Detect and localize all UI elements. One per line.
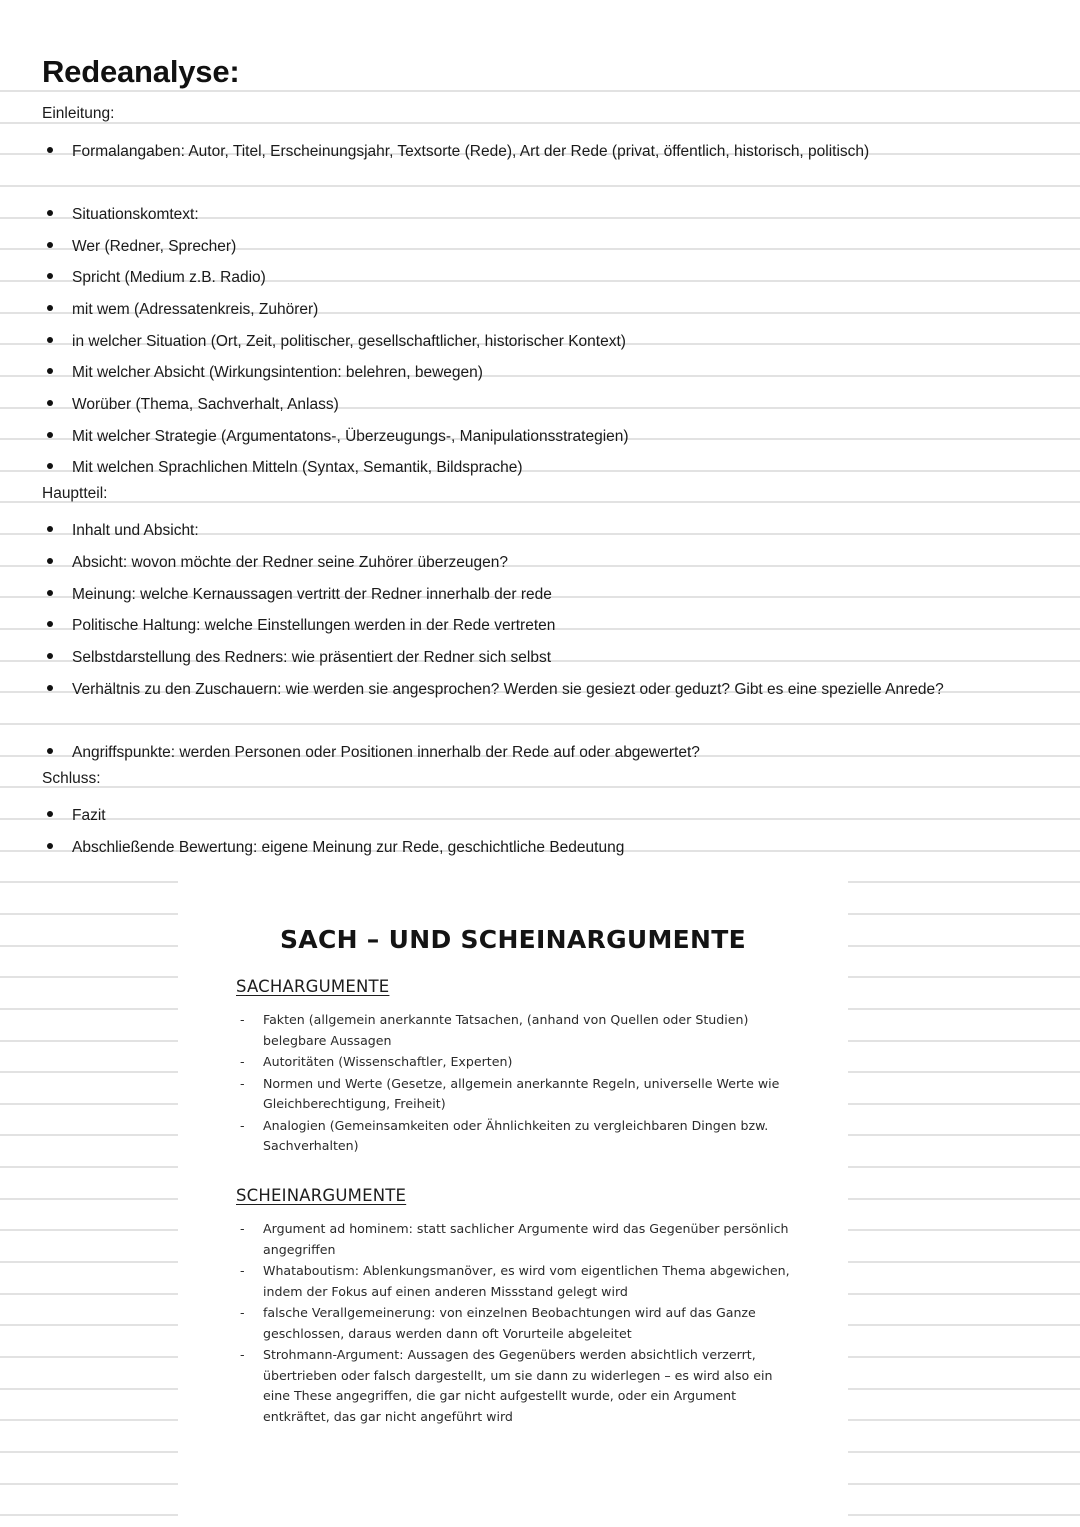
note-bullet-item [42,579,1052,611]
bullet-dot-icon [47,337,53,343]
note-bullet-item [42,199,1052,231]
rule-line [0,501,1080,503]
bullet-dot-icon [47,400,53,406]
argument-item-text: Strohmann-Argument: Aussagen des Gegenübers werden absichtlich verzerrt, übertrieben oder falsch dargestellt, um sie dann zu widerlegen – es wird also ein eine These angegriffen, die gar nicht aufgestellt wurde, oder ein Argument entkräftet, das gar nicht angeführt wird [263,1347,773,1424]
argument-list-item [236,1219,796,1260]
dash-bullet-icon: - [240,1305,245,1320]
argument-group-heading: SACHARGUMENTE [236,977,390,996]
argument-list-item [236,1345,796,1427]
dash-bullet-icon: - [240,1012,245,1027]
note-bullet-item [42,832,1052,864]
note-bullet-text: Mit welcher Strategie (Argumentatons-, Überzeugungs-, Manipulationsstrategien) [72,427,629,445]
note-bullet-item [42,642,1052,674]
bullet-dot-icon [47,621,53,627]
pasted-image-title: SACH – UND SCHEINARGUMENTE [279,925,746,954]
note-bullet-item [42,674,1052,706]
bullet-dot-icon [47,653,53,659]
argument-list-item [236,1010,796,1051]
argument-list [236,1219,796,1428]
argument-list [236,1010,796,1158]
dash-bullet-icon: - [240,1347,245,1362]
bullet-dot-icon [47,432,53,438]
bullet-dot-icon [47,305,53,311]
argument-item-text: Normen und Werte (Gesetze, allgemein anerkannte Regeln, universelle Werte wie Gleichberechtigung, Freiheit) [263,1075,780,1111]
argument-list-item [236,1116,796,1157]
note-bullet-text: Mit welchen Sprachlichen Mitteln (Syntax, Semantik, Bildsprache) [72,459,523,477]
argument-list-item [236,1074,796,1115]
note-bullet-item [42,262,1052,294]
argument-item-text: falsche Verallgemeinerung: von einzelnen Beobachtungen wird auf das Ganze geschlossen, daraus werden dann oft Vorurteile abgeleitet [263,1305,756,1341]
note-bullet-text: Mit welcher Absicht (Wirkungsintention: belehren, bewegen) [72,364,483,382]
argument-item-text: Whataboutism: Ablenkungsmanöver, es wird vom eigentlichen Thema abgewichen, indem der Fokus auf einen anderen Missstand gelegt wird [263,1263,790,1299]
note-bullet-text: Meinung: welche Kernaussagen vertritt der Redner innerhalb der rede [72,585,552,603]
note-bullet-text: Abschließende Bewertung: eigene Meinung zur Rede, geschichtliche Bedeutung [72,838,625,856]
note-bullet-item [42,737,1052,769]
bullet-dot-icon [47,748,53,754]
bullet-dot-icon [47,558,53,564]
note-bullet-text: Spricht (Medium z.B. Radio) [72,269,266,287]
dash-bullet-icon: - [240,1054,245,1069]
section-label-2: Hauptteil: [42,484,108,502]
note-bullet-text: Situationskomtext: [72,205,199,223]
note-bullet-text: Worüber (Thema, Sachverhalt, Anlass) [72,395,339,413]
bullet-dot-icon [47,368,53,374]
rule-line [0,786,1080,788]
note-bullet-item [42,326,1052,358]
bullet-dot-icon [47,811,53,817]
note-bullet-item [42,547,1052,579]
bullet-dot-icon [47,242,53,248]
bullet-dot-icon [47,273,53,279]
argument-list-item [236,1052,796,1073]
note-bullet-item [42,800,1052,832]
note-bullet-item [42,231,1052,263]
bullet-dot-icon [47,685,53,691]
argument-group-heading: SCHEINARGUMENTE [236,1186,407,1205]
note-bullet-text: mit wem (Adressatenkreis, Zuhörer) [72,300,319,318]
argument-item-text: Fakten (allgemein anerkannte Tatsachen, (anhand von Quellen oder Studien) belegbare Aussagen [263,1012,749,1048]
note-bullet-item [42,610,1052,642]
dash-bullet-icon: - [240,1117,245,1133]
argument-item-text: Analogien (Gemeinsamkeiten oder Ähnlichkeiten zu vergleichbaren Dingen bzw. Sachverhalten) [263,1117,769,1153]
argument-list-item [236,1261,796,1302]
dash-bullet-icon: - [240,1263,245,1278]
bullet-dot-icon [47,463,53,469]
argument-item-text: Autoritäten (Wissenschaftler, Experten) [263,1054,513,1069]
bullet-dot-icon [47,526,53,532]
note-bullet-item [42,136,1052,168]
bullet-dot-icon [47,590,53,596]
argument-list-item [236,1303,796,1344]
note-bullet-text: Formalangaben: Autor, Titel, Erscheinungsjahr, Textsorte (Rede), Art der Rede (privat, öffentlich, historisch, politisch) [72,142,870,160]
note-bullet-text: Absicht: wovon möchte der Redner seine Zuhörer überzeugen? [72,554,508,572]
argument-item-text: Argument ad hominem: statt sachlicher Argumente wird das Gegenüber persönlich angegriffen [263,1221,789,1257]
section-label-1: Einleitung: [42,105,115,122]
note-bullet-text: Politische Haltung: welche Einstellungen werden in der Rede vertreten [72,617,556,635]
note-bullet-text: Verhältnis zu den Zuschauern: wie werden sie angesprochen? Werden sie gesiezt oder geduzt? Gibt es eine spezielle Anrede? [72,680,944,698]
rule-line [0,122,1080,124]
note-bullet-text: Angriffspunkte: werden Personen oder Positionen innerhalb der Rede auf oder abgewertet? [72,744,700,761]
note-bullet-item [42,294,1052,326]
bullet-dot-icon [47,843,53,849]
dash-bullet-icon: - [240,1075,245,1091]
bullet-dot-icon [47,210,53,216]
note-bullet-text: in welcher Situation (Ort, Zeit, politischer, gesellschaftlicher, historischer Kontext) [72,332,626,350]
note-bullet-item [42,421,1052,453]
note-bullet-item [42,515,1052,547]
note-bullet-text: Selbstdarstellung des Redners: wie präsentiert der Redner sich selbst [72,649,552,667]
note-bullet-item [42,452,1052,484]
section-label-3: Schluss: [42,769,101,787]
note-bullet-text: Inhalt und Absicht: [72,522,199,540]
note-bullet-item [42,357,1052,389]
page-title: Redeanalyse: [42,54,240,89]
rule-line [0,723,1080,725]
dash-bullet-icon: - [240,1221,245,1236]
note-bullet-text: Wer (Redner, Sprecher) [72,237,237,255]
note-bullet-text: Fazit [72,807,106,825]
bullet-dot-icon [47,147,53,153]
rule-line [0,90,1080,92]
rule-line [0,185,1080,187]
note-bullet-item [42,389,1052,421]
